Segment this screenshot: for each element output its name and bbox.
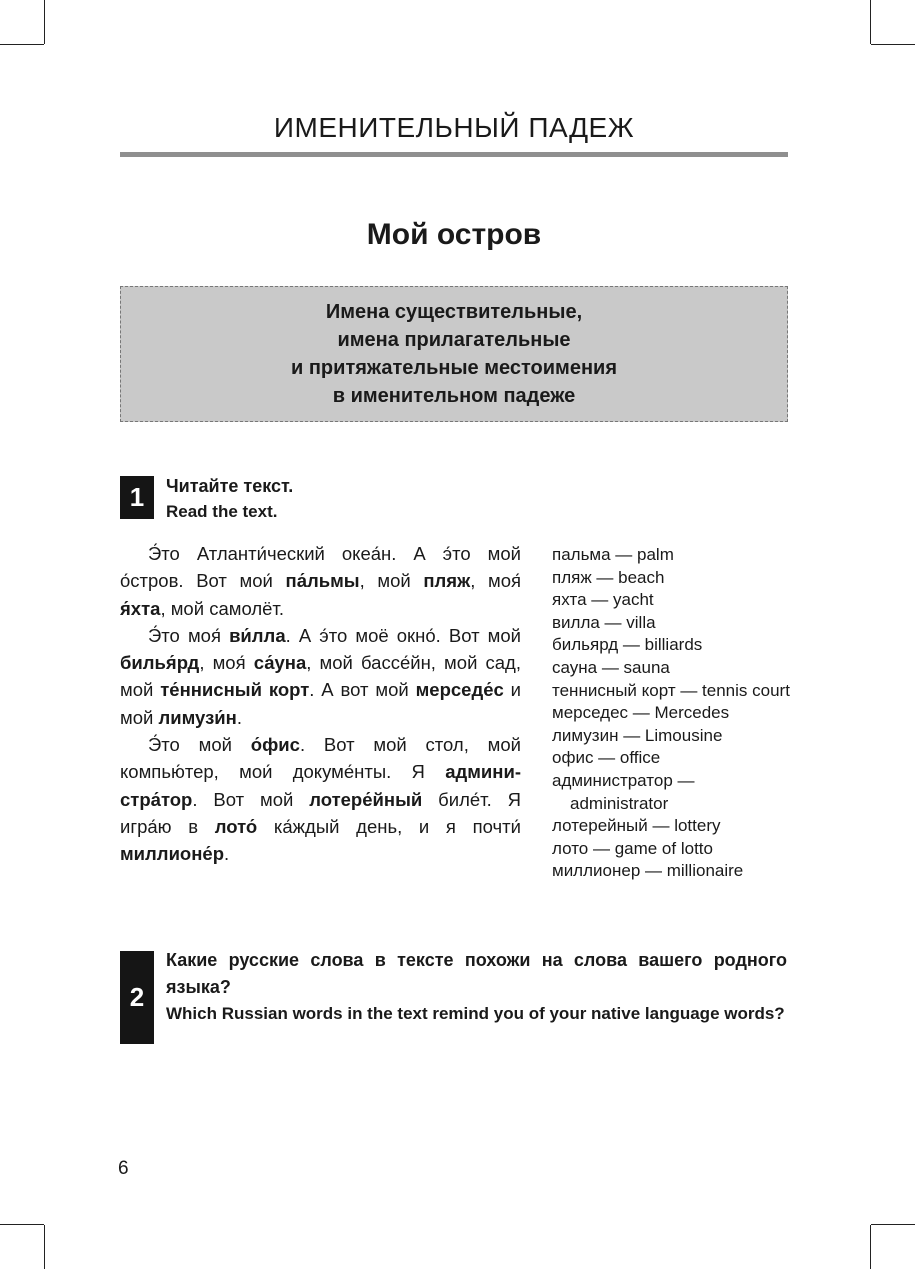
chapter-title: ИМЕНИТЕЛЬНЫЙ ПАДЕЖ <box>273 112 635 143</box>
vocabulary-item: яхта — yacht <box>552 590 654 610</box>
vocabulary-item: лото — game of lotto <box>552 838 713 858</box>
instruction-en: Read the text. <box>166 502 278 521</box>
vocabulary-item: администратор — administrator <box>552 770 695 813</box>
paragraph: Э́то мой о́фис. Вот мой стол, мой компью́тер, мои́ докуме́нты. Я администра́тор. Вот мой лотере́йный биле́т. Я игра́ю в лото́ ка́ждый день, и я почти́ миллионе́р. <box>120 734 521 865</box>
topic-line: Имена существительные, <box>325 301 583 323</box>
exercise-number-badge: 1 <box>120 476 154 519</box>
topic-line: имена прилагательные <box>337 329 571 351</box>
crop-mark <box>0 44 44 45</box>
topic-line: в именительном падеже <box>332 385 576 407</box>
exercise-number-badge: 2 <box>120 951 154 1044</box>
grammar-topic-box <box>120 286 788 422</box>
crop-mark <box>870 0 871 44</box>
vocabulary-item: вилла — villa <box>552 612 656 632</box>
instruction-ru: Читайте текст. <box>166 476 294 496</box>
lesson-title: Мой остров <box>366 218 542 251</box>
crop-mark <box>44 1225 45 1269</box>
paragraph: Э́то моя́ ви́лла. А э́то моё окно́. Вот мой билья́рд, моя́ са́уна, мой бассе́йн, мой сад, мой те́ннисный корт. А вот мой мерседе́с и мой лимузи́н. <box>120 624 522 728</box>
exercise-question <box>166 947 787 1026</box>
chapter-divider <box>120 152 788 157</box>
crop-mark <box>44 0 45 44</box>
vocabulary-item: лимузин — Limousine <box>552 725 723 745</box>
vocabulary-item: мерседес — Mercedes <box>552 703 730 723</box>
crop-mark <box>871 1224 915 1225</box>
crop-mark <box>0 1224 44 1225</box>
crop-mark <box>870 1225 871 1269</box>
vocabulary-item: бильярд — billiards <box>552 635 703 655</box>
vocabulary-item: теннисный корт — tennis court <box>552 680 790 700</box>
exercise-instruction <box>166 473 293 524</box>
question-en: Which Russian words in the text remind you of your native language words? <box>166 1004 785 1023</box>
vocabulary-list <box>552 544 792 883</box>
crop-mark <box>871 44 915 45</box>
paragraph: Э́то Атланти́ческий океа́н. А э́то мой о́стров. Вот мои́ па́льмы, мой пляж, моя́ я́хта, мой самолёт. <box>120 543 522 619</box>
vocabulary-item: офис — office <box>552 748 661 768</box>
vocabulary-item: лотерейный — lottery <box>552 816 721 836</box>
topic-line: и притяжательные местоимения <box>291 357 617 379</box>
vocabulary-item: миллионер — millionaire <box>552 861 744 881</box>
vocabulary-item: сауна — sauna <box>552 657 670 677</box>
page-number: 6 <box>118 1158 129 1179</box>
question-ru: Какие русские слова в тексте похожи на слова вашего родного языка? <box>166 950 787 997</box>
reading-text <box>120 540 521 868</box>
vocabulary-item: пляж — beach <box>552 567 665 587</box>
vocabulary-item: пальма — palm <box>552 545 674 564</box>
